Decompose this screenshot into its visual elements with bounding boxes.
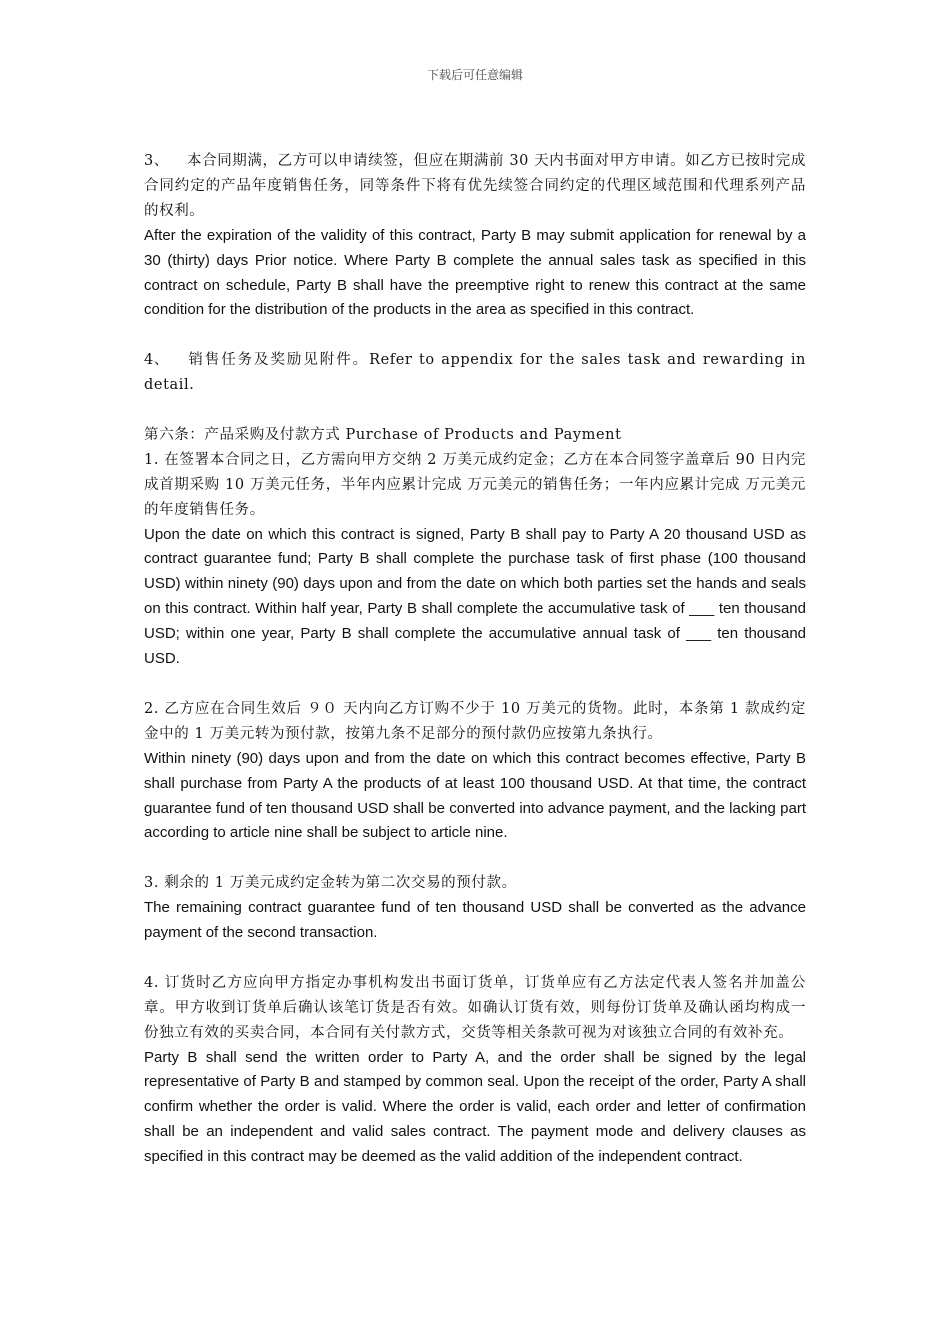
document-body: [144, 149, 806, 1170]
article-6-item-3-en: The remaining contract guarantee fund of ten thousand USD shall be converted as the advance payment of the second transaction.: [144, 899, 806, 942]
spacer: [144, 946, 806, 971]
spacer: [144, 846, 806, 871]
clause-3-zh: [144, 149, 806, 224]
article-6-item-2-zh: 2. 乙方应在合同生效后 ９０ 天内向乙方订购不少于 10 万美元的货物。此时，本条第 1 款成约定金中的 1 万美元转为预付款，按第九条不足部分的预付款仍应按第九条执行。: [144, 700, 806, 742]
clause-3-number: 3、: [144, 153, 169, 169]
article-6-item-4-zh: 4. 订货时乙方应向甲方指定办事机构发出书面订货单，订货单应有乙方法定代表人签名并加盖公章。甲方收到订货单后确认该笔订货是否有效。如确认订货有效，则每份订货单及确认函均构成一份独立有效的买卖合同，本合同有关付款方式，交货等相关条款可视为对该独立合同的有效补充。: [144, 974, 806, 1041]
article-6-title: 第六条：产品采购及付款方式 Purchase of Products and Payment: [144, 426, 622, 443]
article-6-item-2-en: Within ninety (90) days upon and from the date on which this contract becomes effective, Party B shall purchase from Party A the products of at least 100 thousand USD. At that time, the contract guarantee fund of ten thousand USD shall be converted into advance payment, and the lacking part according to article nine shall be subject to article nine.: [144, 749, 806, 842]
article-6-item-1-zh: 1. 在签署本合同之日，乙方需向甲方交纳 2 万美元成约定金；乙方在本合同签字盖章后 90 日内完成首期采购 10 万美元任务，半年内应累计完成 万元美元的销售任务；一年内应累计完成 万元美元的年度销售任务。: [144, 451, 806, 518]
spacer: [144, 398, 806, 423]
spacer: [144, 323, 806, 348]
spacer: [144, 672, 806, 697]
clause-3-en: After the expiration of the validity of this contract, Party B may submit application for renewal by a 30 (thirty) days Prior notice. Where Party B complete the annual sales task as specified in this contract on schedule, Party B shall have the preemptive right to renew this contract at the same condition for the distribution of the products in the area as specified in this contract.: [144, 226, 806, 319]
article-6-item-1-en: Upon the date on which this contract is signed, Party B shall pay to Party A 20 thousand USD as contract guarantee fund; Party B shall complete the purchase task of first phase (100 thousand USD) within ninety (90) days upon and from the date on which both parties set the hands and seals on this contract. Within half year, Party B shall complete the accumulative task of ___ ten thousand USD; within one year, Party B shall complete the accumulative annual task of ___ ten thousand USD.: [144, 525, 806, 668]
clause-4: [144, 348, 806, 398]
clause-3-zh-text: 本合同期满，乙方可以申请续签，但应在期满前 30 天内书面对甲方申请。如乙方已按时完成合同约定的产品年度销售任务，同等条件下将有优先续签合同约定的代理区域范围和代理系列产品的权利。: [144, 153, 806, 219]
article-6-item-3-zh: 3. 剩余的 1 万美元成约定金转为第二次交易的预付款。: [144, 875, 517, 892]
page-header: 下载后可任意编辑: [426, 68, 523, 82]
clause-4-text: 销售任务及奖励见附件。Refer to appendix for the sales task and rewarding in detail.: [144, 352, 806, 394]
clause-4-number: 4、: [144, 352, 169, 369]
article-6-item-4-en: Party B shall send the written order to Party A, and the order shall be signed by the legal representative of Party B and stamped by common seal. Upon the receipt of the order, Party A shall confirm whether the order is valid. Where the order is valid, each order and letter of confirmation shall be an independent and valid sales contract. The payment mode and delivery clauses as specified in this contract may be deemed as the valid addition of the independent contract.: [144, 1048, 806, 1166]
